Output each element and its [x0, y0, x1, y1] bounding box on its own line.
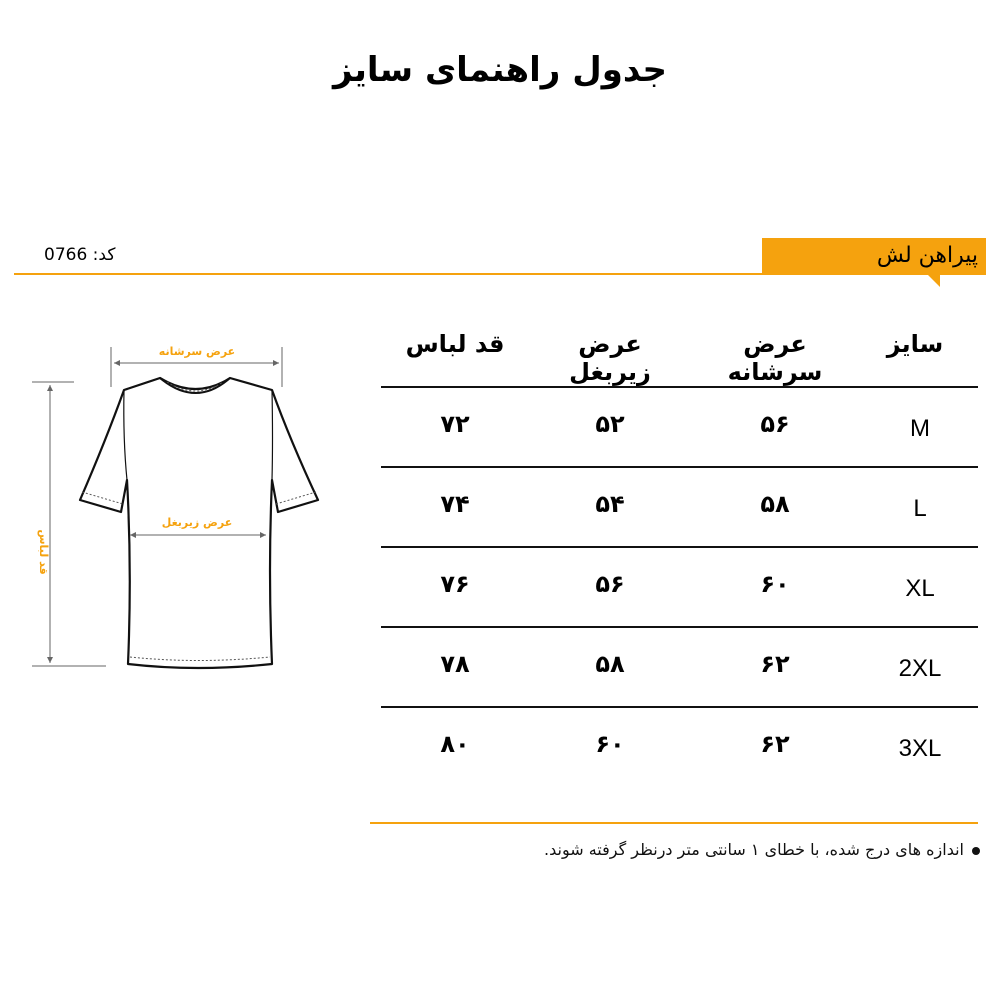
header-underarm: عرض زیربغل — [569, 330, 651, 386]
row-3-underarm: ۵۶ — [595, 570, 625, 598]
table-rule-4 — [381, 706, 978, 708]
header-size: سایز — [886, 330, 944, 358]
shoulder-arrow-left — [114, 360, 120, 366]
underarm-label: عرض زیربغل — [161, 516, 233, 529]
header-length: قد لباس — [405, 330, 505, 358]
measurement-note: اندازه های درج شده، با خطای ۱ سانتی متر درنظر گرفته شوند. — [544, 840, 964, 859]
shoulder-label: عرض سرشانه — [158, 345, 236, 358]
table-rule-2 — [381, 546, 978, 548]
row-4-underarm: ۵۸ — [595, 650, 625, 678]
row-5-size: 3XL — [898, 735, 942, 762]
row-2-underarm: ۵۴ — [595, 490, 625, 518]
row-4-length: ۷۸ — [440, 650, 470, 678]
row-2-shoulder: ۵۸ — [760, 490, 790, 518]
product-tab-tail — [926, 273, 940, 287]
row-4-size: 2XL — [898, 655, 942, 682]
row-3-shoulder: ۶۰ — [760, 570, 790, 598]
product-name: پیراهن لش — [876, 243, 978, 268]
row-1-shoulder: ۵۶ — [760, 410, 790, 438]
row-2-size: L — [913, 495, 927, 522]
row-3-length: ۷۶ — [440, 570, 470, 598]
footer-divider — [370, 822, 978, 824]
row-3-size: XL — [905, 575, 935, 602]
row-5-shoulder: ۶۲ — [760, 730, 790, 758]
length-label: قد لباس — [37, 529, 50, 575]
table-rule-1 — [381, 466, 978, 468]
length-arrow-bottom — [47, 657, 53, 663]
row-5-length: ۸۰ — [440, 730, 470, 758]
right-armhole-seam — [272, 390, 273, 480]
row-4-shoulder: ۶۲ — [760, 650, 790, 678]
page-title: جدول راهنمای سایز — [333, 50, 667, 90]
table-rule-0 — [381, 386, 978, 388]
row-1-length: ۷۲ — [440, 410, 470, 438]
row-1-underarm: ۵۲ — [595, 410, 625, 438]
shoulder-arrow-right — [273, 360, 279, 366]
row-1-size: M — [910, 415, 930, 442]
row-5-underarm: ۶۰ — [595, 730, 625, 758]
length-arrow-top — [47, 385, 53, 391]
header-shoulder: عرض سرشانه — [727, 330, 823, 386]
row-2-length: ۷۴ — [440, 490, 470, 518]
table-rule-3 — [381, 626, 978, 628]
product-code: کد: 0766 — [44, 245, 116, 265]
bullet-icon — [972, 847, 980, 855]
tshirt-diagram — [10, 330, 330, 680]
